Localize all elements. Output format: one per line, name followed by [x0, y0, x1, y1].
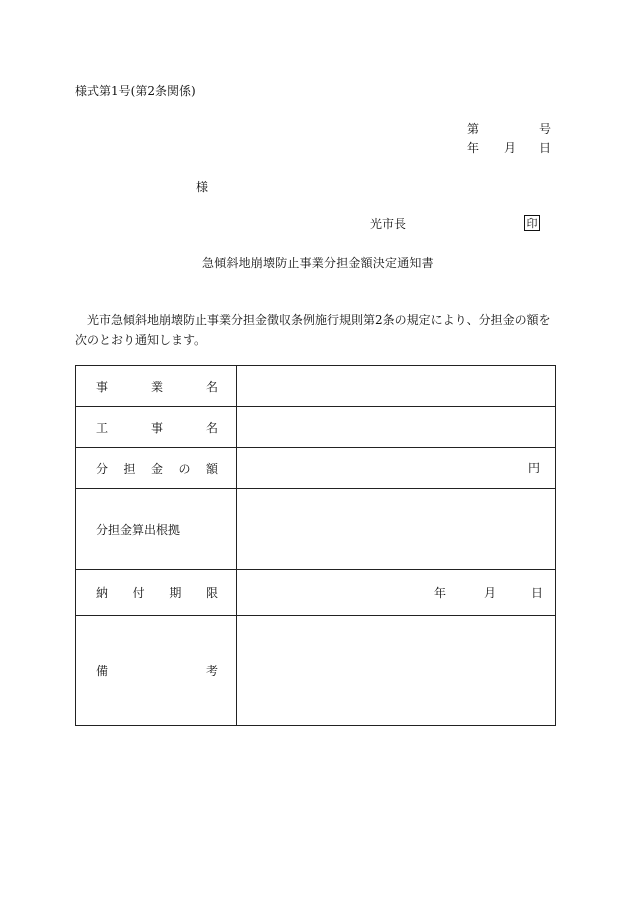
label-work-name: 工 事 名 [76, 407, 237, 448]
deadline-year: 年 [434, 585, 447, 600]
value-basis[interactable] [237, 489, 556, 570]
value-project-name[interactable] [237, 366, 556, 407]
value-amount[interactable] [237, 448, 556, 489]
issuer-name: 光市長 [370, 217, 407, 231]
document-title: 急傾斜地崩壊防止事業分担金額決定通知書 [202, 256, 434, 270]
label-remarks: 備 考 [76, 616, 237, 726]
table-row [76, 489, 556, 570]
notice-table [75, 365, 556, 726]
amount-unit-yen: 円 [528, 461, 541, 475]
label-project-name: 事 業 名 [76, 366, 237, 407]
value-deadline[interactable] [237, 570, 556, 616]
label-amount: 分 担 金 の 額 [76, 448, 237, 489]
addressee-sama: 様 [196, 180, 209, 194]
notice-number-go: 号 [539, 122, 552, 136]
deadline-month: 月 [484, 585, 497, 600]
table-row [76, 616, 556, 726]
form-number: 様式第1号(第2条関係) [75, 84, 196, 98]
table-row [76, 407, 556, 448]
notice-number-dai: 第 [467, 122, 480, 136]
table-row [76, 366, 556, 407]
notice-date-month: 月 [504, 141, 517, 155]
seal-mark: 印 [524, 215, 540, 231]
value-remarks[interactable] [237, 616, 556, 726]
value-work-name[interactable] [237, 407, 556, 448]
notice-date-year: 年 [467, 141, 480, 155]
label-deadline: 納 付 期 限 [76, 570, 237, 616]
label-basis: 分担金算出根拠 [76, 489, 237, 570]
table-row [76, 448, 556, 489]
table-row [76, 570, 556, 616]
body-text: 光市急傾斜地崩壊防止事業分担金徴収条例施行規則第2条の規定により、分担金の額を次のとおり通知します。 [75, 313, 551, 347]
deadline-day: 日 [531, 585, 544, 600]
notice-date-day: 日 [539, 141, 552, 155]
